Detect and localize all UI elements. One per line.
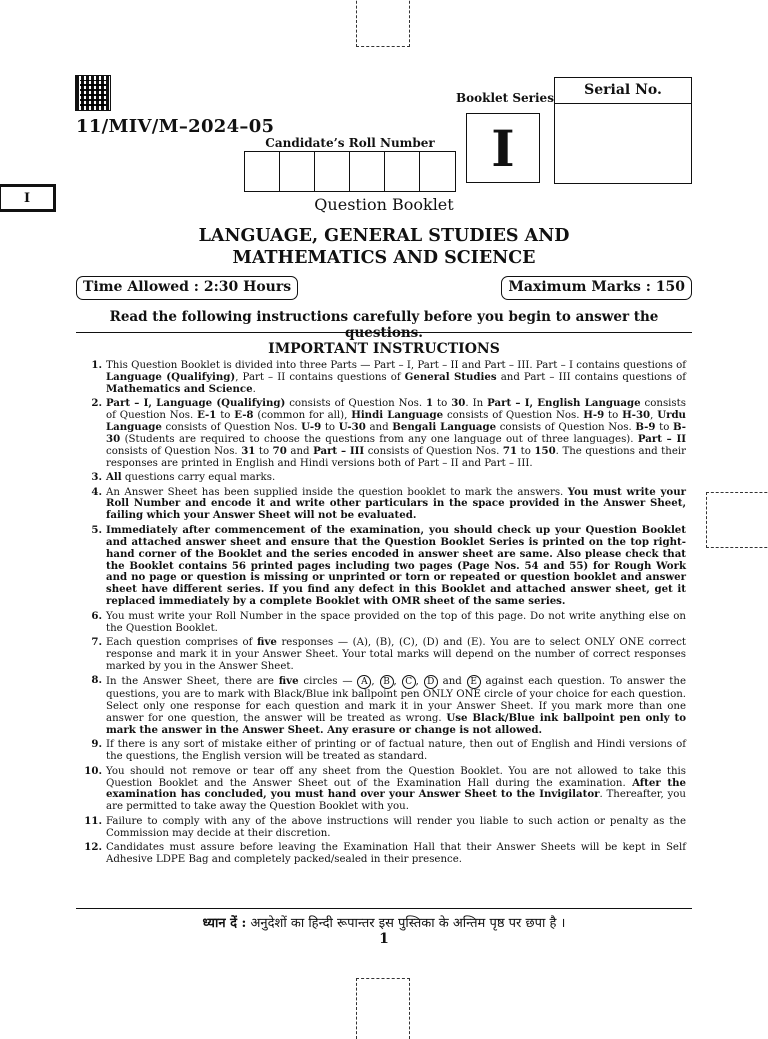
instruction-item — [76, 739, 686, 763]
option-circle-b: B — [380, 675, 394, 689]
instruction-item — [76, 842, 686, 866]
instruction-text: You should not remove or tear off any sheet from the Question Booklet. You are not allowed to take this Question Booklet and the Answer Sheet out of the Examination Hall during the examination. After the examination has concluded, you must hand over your Answer Sheet to the Invigilator. Thereafter, you are permitted to take away the Question Booklet with you. — [106, 765, 686, 813]
right-perforation-mark — [706, 492, 768, 548]
series-side-tab: I — [0, 184, 56, 212]
booklet-series-label: Booklet Series — [456, 91, 554, 105]
roll-digit-box[interactable] — [420, 152, 455, 191]
roll-number-label: Candidate’s Roll Number — [265, 136, 435, 150]
instruction-text: In the Answer Sheet, there are five circles — A , B , C , D and E against each question. To answer the questions, you are to mark with Black/Blue ink ballpoint pen ONLY ONE circle of your choice for each question. Select only one response for each question and mark it in your Answer Sheet. If you mark more than one answer for one question, the answer will be treated as wrong. Use Black/Blue ink ballpoint pen only to mark the answer in the Answer Sheet. Any erasure or change is not allowed. — [106, 675, 686, 736]
instruction-number: 3. — [91, 471, 102, 484]
instruction-text: You must write your Roll Number in the space provided on the top of this page. Do not write anything else on the Question Booklet. — [106, 610, 686, 634]
instruction-text: Immediately after commencement of the examination, you should check up your Question Booklet and attached answer sheet and ensure that the Question Booklet Series is printed on the top right-hand corner of the Booklet and the series encoded in answer sheet are same. Also please check that the Booklet contains 56 printed pages including two pages (Page Nos. 54 and 55) for Rough Work and no page or question is missing or unprinted or torn or repeated or question booklet and answer sheet have different series. If you find any defect in this Booklet and attached answer sheet, get it replaced immediately by a complete Booklet with OMR sheet of the same series. — [106, 523, 686, 608]
divider — [76, 332, 692, 333]
instruction-item — [76, 525, 686, 608]
instruction-number: 6. — [91, 609, 102, 622]
instruction-item — [76, 675, 686, 737]
instruction-number: 5. — [91, 523, 102, 536]
hindi-note: ध्यान दें : अनुदेशों का हिन्दी रूपान्तर इस पुस्तिका के अन्तिम पृष्ठ पर छपा है । — [202, 916, 566, 931]
instruction-item — [76, 398, 686, 469]
qr-code-icon — [76, 76, 110, 110]
read-instructions-line: Read the following instructions carefully before you begin to answer the questions. — [109, 309, 659, 341]
instruction-number: 11. — [84, 814, 102, 827]
instruction-text: This Question Booklet is divided into three Parts — Part – I, Part – II and Part – III. Part – I contains questions of Language (Qualifying), Part – II contains questions of General Studies and Part – III contains questions of Mathematics and Science. — [106, 360, 686, 395]
option-circle-a: A — [357, 675, 371, 689]
roll-digit-box[interactable] — [350, 152, 385, 191]
instruction-item — [76, 766, 686, 814]
instruction-number: 12. — [84, 841, 102, 854]
instructions-list — [76, 360, 686, 868]
serial-number-box — [554, 77, 692, 184]
booklet-series-box: I — [466, 113, 540, 183]
instruction-text: If there is any sort of mistake either of printing or of factual nature, then out of English and Hindi versions of the questions, the English version will be treated as standard. — [106, 739, 686, 763]
divider — [76, 908, 692, 909]
instruction-item — [76, 816, 686, 840]
serial-number-label: Serial No. — [555, 78, 691, 104]
instruction-number: 10. — [84, 764, 102, 777]
paper-code: 11/MIV/M–2024–05 — [76, 116, 275, 137]
roll-digit-box[interactable] — [315, 152, 350, 191]
time-allowed-badge: Time Allowed : 2:30 Hours — [76, 276, 298, 300]
roll-digit-box[interactable] — [245, 152, 280, 191]
instruction-text: An Answer Sheet has been supplied inside the question booklet to mark the answers. You must write your Roll Number and encode it and write other particulars in the space provided in the Answer Sheet, failing which your Answer Sheet will not be evaluated. — [106, 485, 686, 522]
instruction-item — [76, 637, 686, 673]
instruction-text: Part – I, Language (Qualifying) consists of Question Nos. 1 to 30. In Part – I, English Language consists of Question Nos. E-1 to E-8 (common for all), Hindi Language consists of Question Nos. H-9 to H-30, Urdu Language consists of Question Nos. U-9 to U-30 and Bengali Language consists of Question Nos. B-9 to B-30 (Students are required to choose the questions from any one language out of three languages). Part – II consists of Question Nos. 31 to 70 and Part – III consists of Question Nos. 71 to 150. The questions and their responses are printed in English and Hindi versions both of Part – II and Part – III. — [106, 397, 686, 469]
bottom-perforation-mark — [356, 978, 410, 1039]
instruction-item — [76, 360, 686, 396]
roll-number-boxes[interactable] — [244, 151, 456, 192]
instruction-number: 7. — [91, 635, 102, 648]
roll-digit-box[interactable] — [280, 152, 315, 191]
option-circle-e: E — [467, 675, 481, 689]
instruction-text: Each question comprises of five responses — (A), (B), (C), (D) and (E). You are to select ONLY ONE correct response and mark it in your Answer Sheet. Your total marks will depend on the number of correct responses marked by you in the Answer Sheet. — [106, 635, 687, 672]
page-title — [0, 225, 768, 269]
instruction-number: 2. — [91, 397, 102, 410]
page-number: 1 — [379, 931, 389, 947]
instructions-heading: IMPORTANT INSTRUCTIONS — [268, 341, 500, 357]
question-booklet-label: Question Booklet — [314, 195, 454, 214]
top-perforation-mark — [356, 0, 410, 47]
instruction-number: 9. — [91, 738, 102, 751]
title-line-2: MATHEMATICS AND SCIENCE — [232, 248, 536, 268]
instruction-text: All questions carry equal marks. — [106, 471, 276, 484]
roll-digit-box[interactable] — [385, 152, 420, 191]
max-marks-badge: Maximum Marks : 150 — [501, 276, 692, 300]
instruction-number: 4. — [91, 485, 102, 498]
instruction-item — [76, 487, 686, 523]
instruction-text: Failure to comply with any of the above instructions will render you liable to such action or penalty as the Commission may decide at their discretion. — [106, 815, 686, 839]
instruction-item — [76, 472, 686, 484]
instruction-number: 1. — [91, 359, 102, 371]
instruction-item — [76, 611, 686, 635]
option-circle-d: D — [424, 675, 438, 689]
instruction-number: 8. — [91, 674, 102, 687]
title-line-1: LANGUAGE, GENERAL STUDIES AND — [198, 226, 570, 246]
option-circle-c: C — [402, 675, 416, 689]
instruction-text: Candidates must assure before leaving the Examination Hall that their Answer Sheets will be kept in Self Adhesive LDPE Bag and completely packed/sealed in their presence. — [106, 842, 686, 865]
